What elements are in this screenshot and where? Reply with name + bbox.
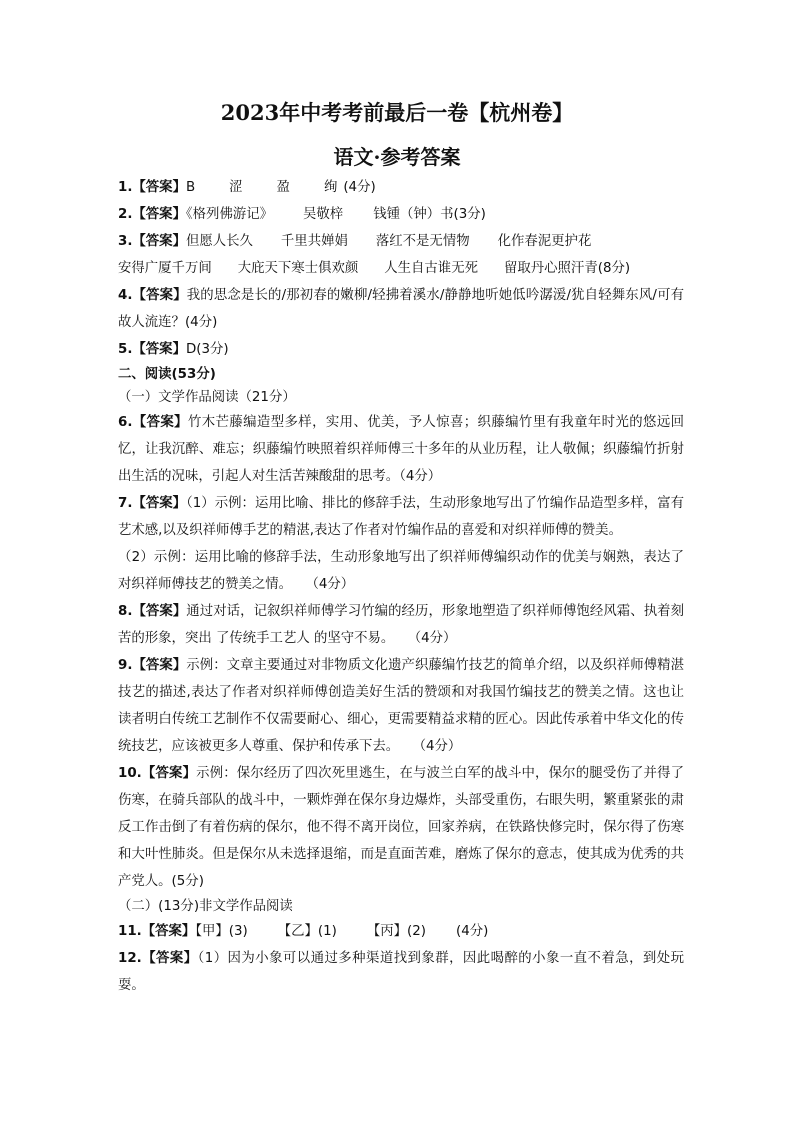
- answer-part: B: [185, 180, 196, 195]
- answer-tag: 【答案】: [132, 234, 186, 249]
- answer-text: 示例：保尔经历了四次死里逃生，在与波兰白军的战斗中，保尔的腿受伤了并得了伤寒，在骑兵部队的战斗中，一颗炸弹在保尔身边爆炸，头部受重伤，右眼失明，繁重紧张的肃反工作击倒了有着伤病的保尔，他不得不离开岗位，回家养病，在铁路快修完时，保尔得了伤寒和大叶性肺炎。但是保尔从未选择退缩，而是直面苦难，磨炼了保尔的意志，使其成为优秀的共产党人。(5分): [118, 766, 685, 889]
- answer-part: 留取丹心照汗青(8分): [503, 261, 631, 276]
- answer-score: (4分): [343, 180, 376, 195]
- answer-tag: 【答案】: [132, 658, 187, 673]
- answer-item-5: [118, 336, 684, 363]
- answer-text: D(3分): [185, 342, 229, 357]
- answer-tag: 【答案】: [132, 342, 186, 357]
- subsection-heading: （一）文学作品阅读（21分）: [118, 390, 296, 405]
- answer-part: 【乙】(1): [277, 924, 337, 939]
- answer-item-8: [118, 598, 684, 652]
- answer-text: 通过对话，记叙织祥师傅学习竹编的经历，形象地塑造了织祥师傅饱经风霜、执着刻苦的形象，突出 了传统手工艺人 的坚守不易。 （4分）: [118, 604, 685, 646]
- answer-part: 但愿人长久: [185, 234, 253, 249]
- subsection-heading: （二）(13分)非文学作品阅读: [118, 899, 293, 914]
- answer-text: （1）因为小象可以通过多种渠道找到象群，因此喝醉的小象一直不着急，到处玩耍。: [118, 951, 684, 993]
- answer-text: （2）示例：运用比喻的修辞手法，生动形象地写出了织祥师傅编织动作的优美与娴熟，表达了对织祥师傅技艺的赞美之情。 （4分）: [118, 550, 684, 592]
- answer-part: 大庇天下寒士俱欢颜: [237, 261, 359, 276]
- question-number: 7.: [118, 496, 133, 511]
- section-heading: 二、阅读(53分): [118, 367, 216, 382]
- question-number: 6.: [118, 415, 133, 430]
- answer-part: 绚: [323, 180, 338, 195]
- answer-tag: 【答案】: [141, 924, 196, 939]
- answer-text: 竹木芒藤编造型多样，实用、优美，予人惊喜；织藤编竹里有我童年时光的悠远回忆，让我沉醉、难忘；织藤编竹映照着织祥师傅三十多年的从业历程，让人敬佩；织藤编竹折射出生活的况味，引起人对生活苦辣酸甜的思考。（4分）: [118, 415, 685, 484]
- answer-item-9: [118, 652, 684, 760]
- answer-part: 《格列佛游记》: [185, 207, 274, 222]
- answer-tag: 【答案】: [141, 766, 197, 781]
- answer-tag: 【答案】: [132, 288, 187, 303]
- answer-item-2: [118, 201, 684, 228]
- answer-tag: 【答案】: [132, 604, 187, 619]
- answer-item-11: [118, 918, 684, 945]
- page-subtitle: 语文·参考答案: [333, 145, 461, 169]
- answer-list: [118, 174, 684, 999]
- answer-part: 盈: [276, 180, 290, 195]
- question-number: 5.: [118, 342, 133, 357]
- answer-item-7-part2: [118, 544, 684, 598]
- answer-part: 人生自古谁无死: [384, 261, 478, 276]
- question-number: 3.: [118, 234, 133, 249]
- answer-text: 示例：文章主要通过对非物质文化遗产织藤编竹技艺的简单介绍，以及织祥师傅精湛技艺的描述,表达了作者对织祥师傅创造美好生活的赞颂和对我国竹编技艺的赞美之情。这也让读者明白传统工艺制作不仅需要耐心、细心，更需要精益求精的匠心。因此传承着中华文化的传统技艺，应该被更多人尊重、保护和传承下去。 （4分）: [118, 658, 685, 754]
- answer-tag: 【答案】: [132, 207, 186, 222]
- answer-item-3-row2: [118, 255, 684, 282]
- answer-text: 我的思念是长的/那初春的嫩柳/轻拂着溪水/静静地听她低吟潺湲/犹自轻舞东风/可有故人流连？(4分): [118, 288, 685, 330]
- question-number: 10.: [118, 766, 142, 781]
- answer-item-7: [118, 490, 684, 544]
- answer-part: 落红不是无情物: [375, 234, 470, 249]
- answer-tag: 【答案】: [141, 951, 198, 966]
- answer-part: 钱锺（钟）书(3分): [373, 207, 486, 222]
- answer-part: 【甲】(3): [195, 924, 248, 939]
- answer-score: (4分): [456, 924, 489, 939]
- answer-part: 【丙】(2): [366, 924, 427, 939]
- answer-item-3: [118, 228, 684, 255]
- question-number: 4.: [118, 288, 133, 303]
- answer-item-4: [118, 282, 684, 336]
- answer-tag: 【答案】: [132, 496, 187, 511]
- question-number: 11.: [118, 924, 142, 939]
- answer-item-12: [118, 945, 684, 999]
- question-number: 2.: [118, 207, 133, 222]
- answer-part: 吴敬梓: [303, 207, 344, 222]
- question-number: 9.: [118, 658, 133, 673]
- answer-part: 化作春泥更护花: [497, 234, 592, 249]
- question-number: 8.: [118, 604, 133, 619]
- answer-item-10: [118, 760, 684, 895]
- answer-item-1: [118, 174, 684, 201]
- question-number: 1.: [118, 180, 133, 195]
- answer-text: （1）示例：运用比喻、排比的修辞手法，生动形象地写出了竹编作品造型多样，富有艺术感,以及织祥师傅手艺的精湛,表达了作者对竹编作品的喜爱和对织祥师傅的赞美。: [118, 496, 684, 538]
- answer-part: 安得广厦千万间: [118, 261, 212, 276]
- answer-part: 涩: [229, 180, 243, 195]
- page-title: 2023年中考考前最后一卷【杭州卷】: [220, 100, 574, 125]
- question-number: 12.: [118, 951, 142, 966]
- answer-item-6: [118, 409, 684, 490]
- answer-tag: 【答案】: [132, 415, 188, 430]
- answer-part: 千里共婵娟: [280, 234, 348, 249]
- answer-tag: 【答案】: [132, 180, 186, 195]
